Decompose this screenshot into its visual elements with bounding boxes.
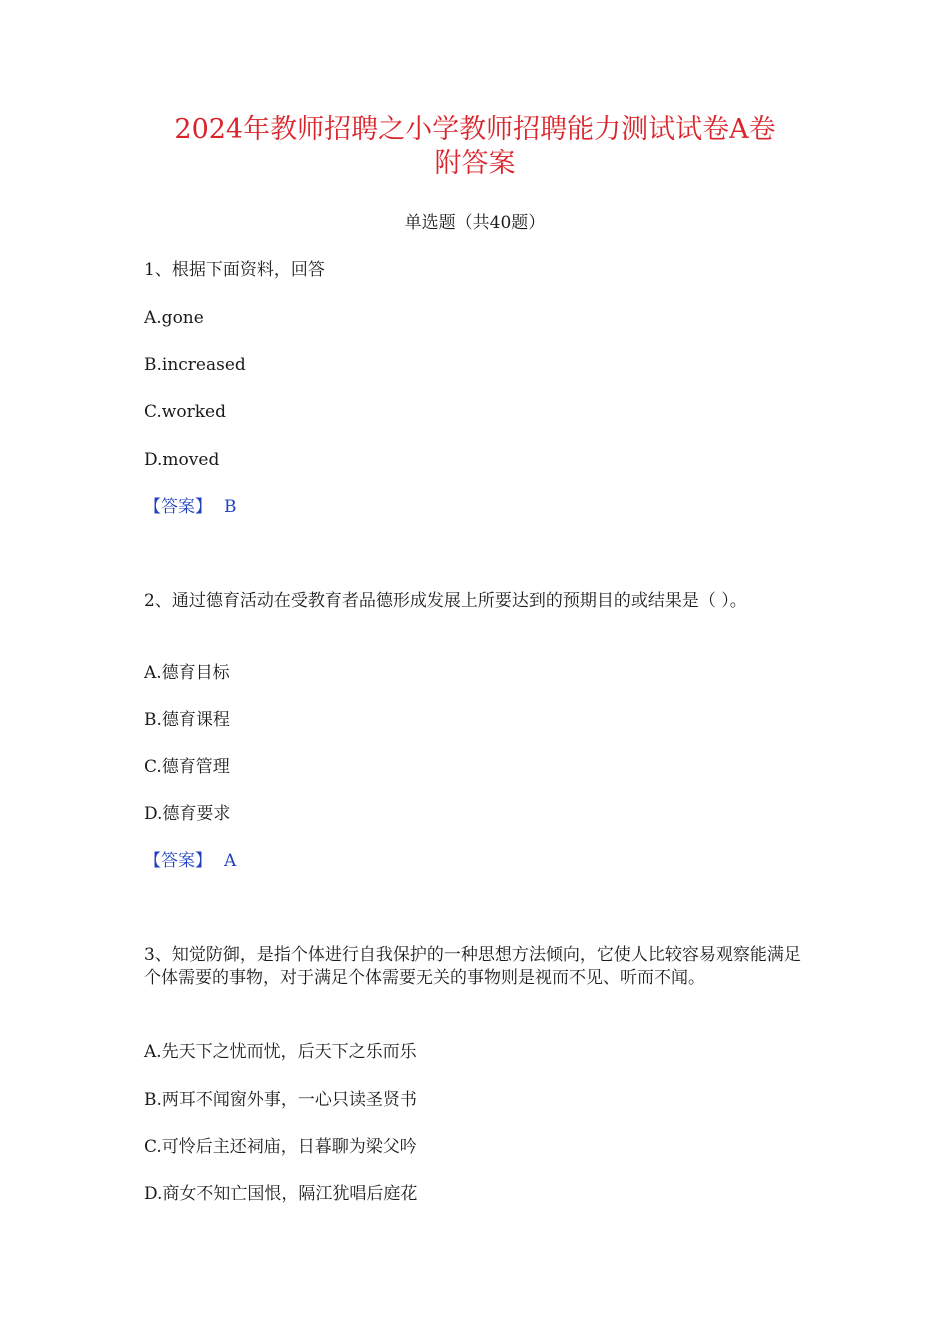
question-1-option-a: A.gone [144,308,204,328]
answer-label: 【答案】 [144,497,212,517]
question-3-option-c: C.可怜后主还祠庙，日暮聊为梁父吟 [144,1137,417,1157]
question-2-option-d: D.德育要求 [144,804,231,824]
document-title-line-1: 2024年教师招聘之小学教师招聘能力测试试卷A卷 [174,114,776,145]
document-title-line-2: 附答案 [434,148,516,179]
question-3-option-d: D.商女不知亡国恨，隔江犹唱后庭花 [144,1184,418,1204]
question-1-option-c: C.worked [144,402,226,422]
answer-value: A [224,851,237,871]
question-1-option-d: D.moved [144,450,220,470]
question-2-answer [144,849,236,873]
question-2-option-c: C.德育管理 [144,757,230,777]
question-2-option-a: A.德育目标 [144,663,230,683]
question-3-option-b: B.两耳不闻窗外事，一心只读圣贤书 [144,1090,417,1110]
question-1-option-b: B.increased [144,355,246,375]
question-2-stem: 2、通过德育活动在受教育者品德形成发展上所要达到的预期目的或结果是（ ）。 [144,591,747,611]
question-1-answer [144,495,237,519]
question-2-option-b: B.德育课程 [144,710,230,730]
question-3-option-a: A.先天下之忧而忧，后天下之乐而乐 [144,1042,417,1062]
answer-value: B [224,497,237,517]
section-heading: 单选题（共40题） [404,213,546,233]
question-1-stem: 1、根据下面资料，回答 [144,260,325,280]
answer-label: 【答案】 [144,851,212,871]
question-3-stem: 3、知觉防御，是指个体进行自我保护的一种思想方法倾向，它使人比较容易观察能满足个体需要的事物，对于满足个体需要无关的事物则是视而不见、听而不闻。 [144,945,801,988]
